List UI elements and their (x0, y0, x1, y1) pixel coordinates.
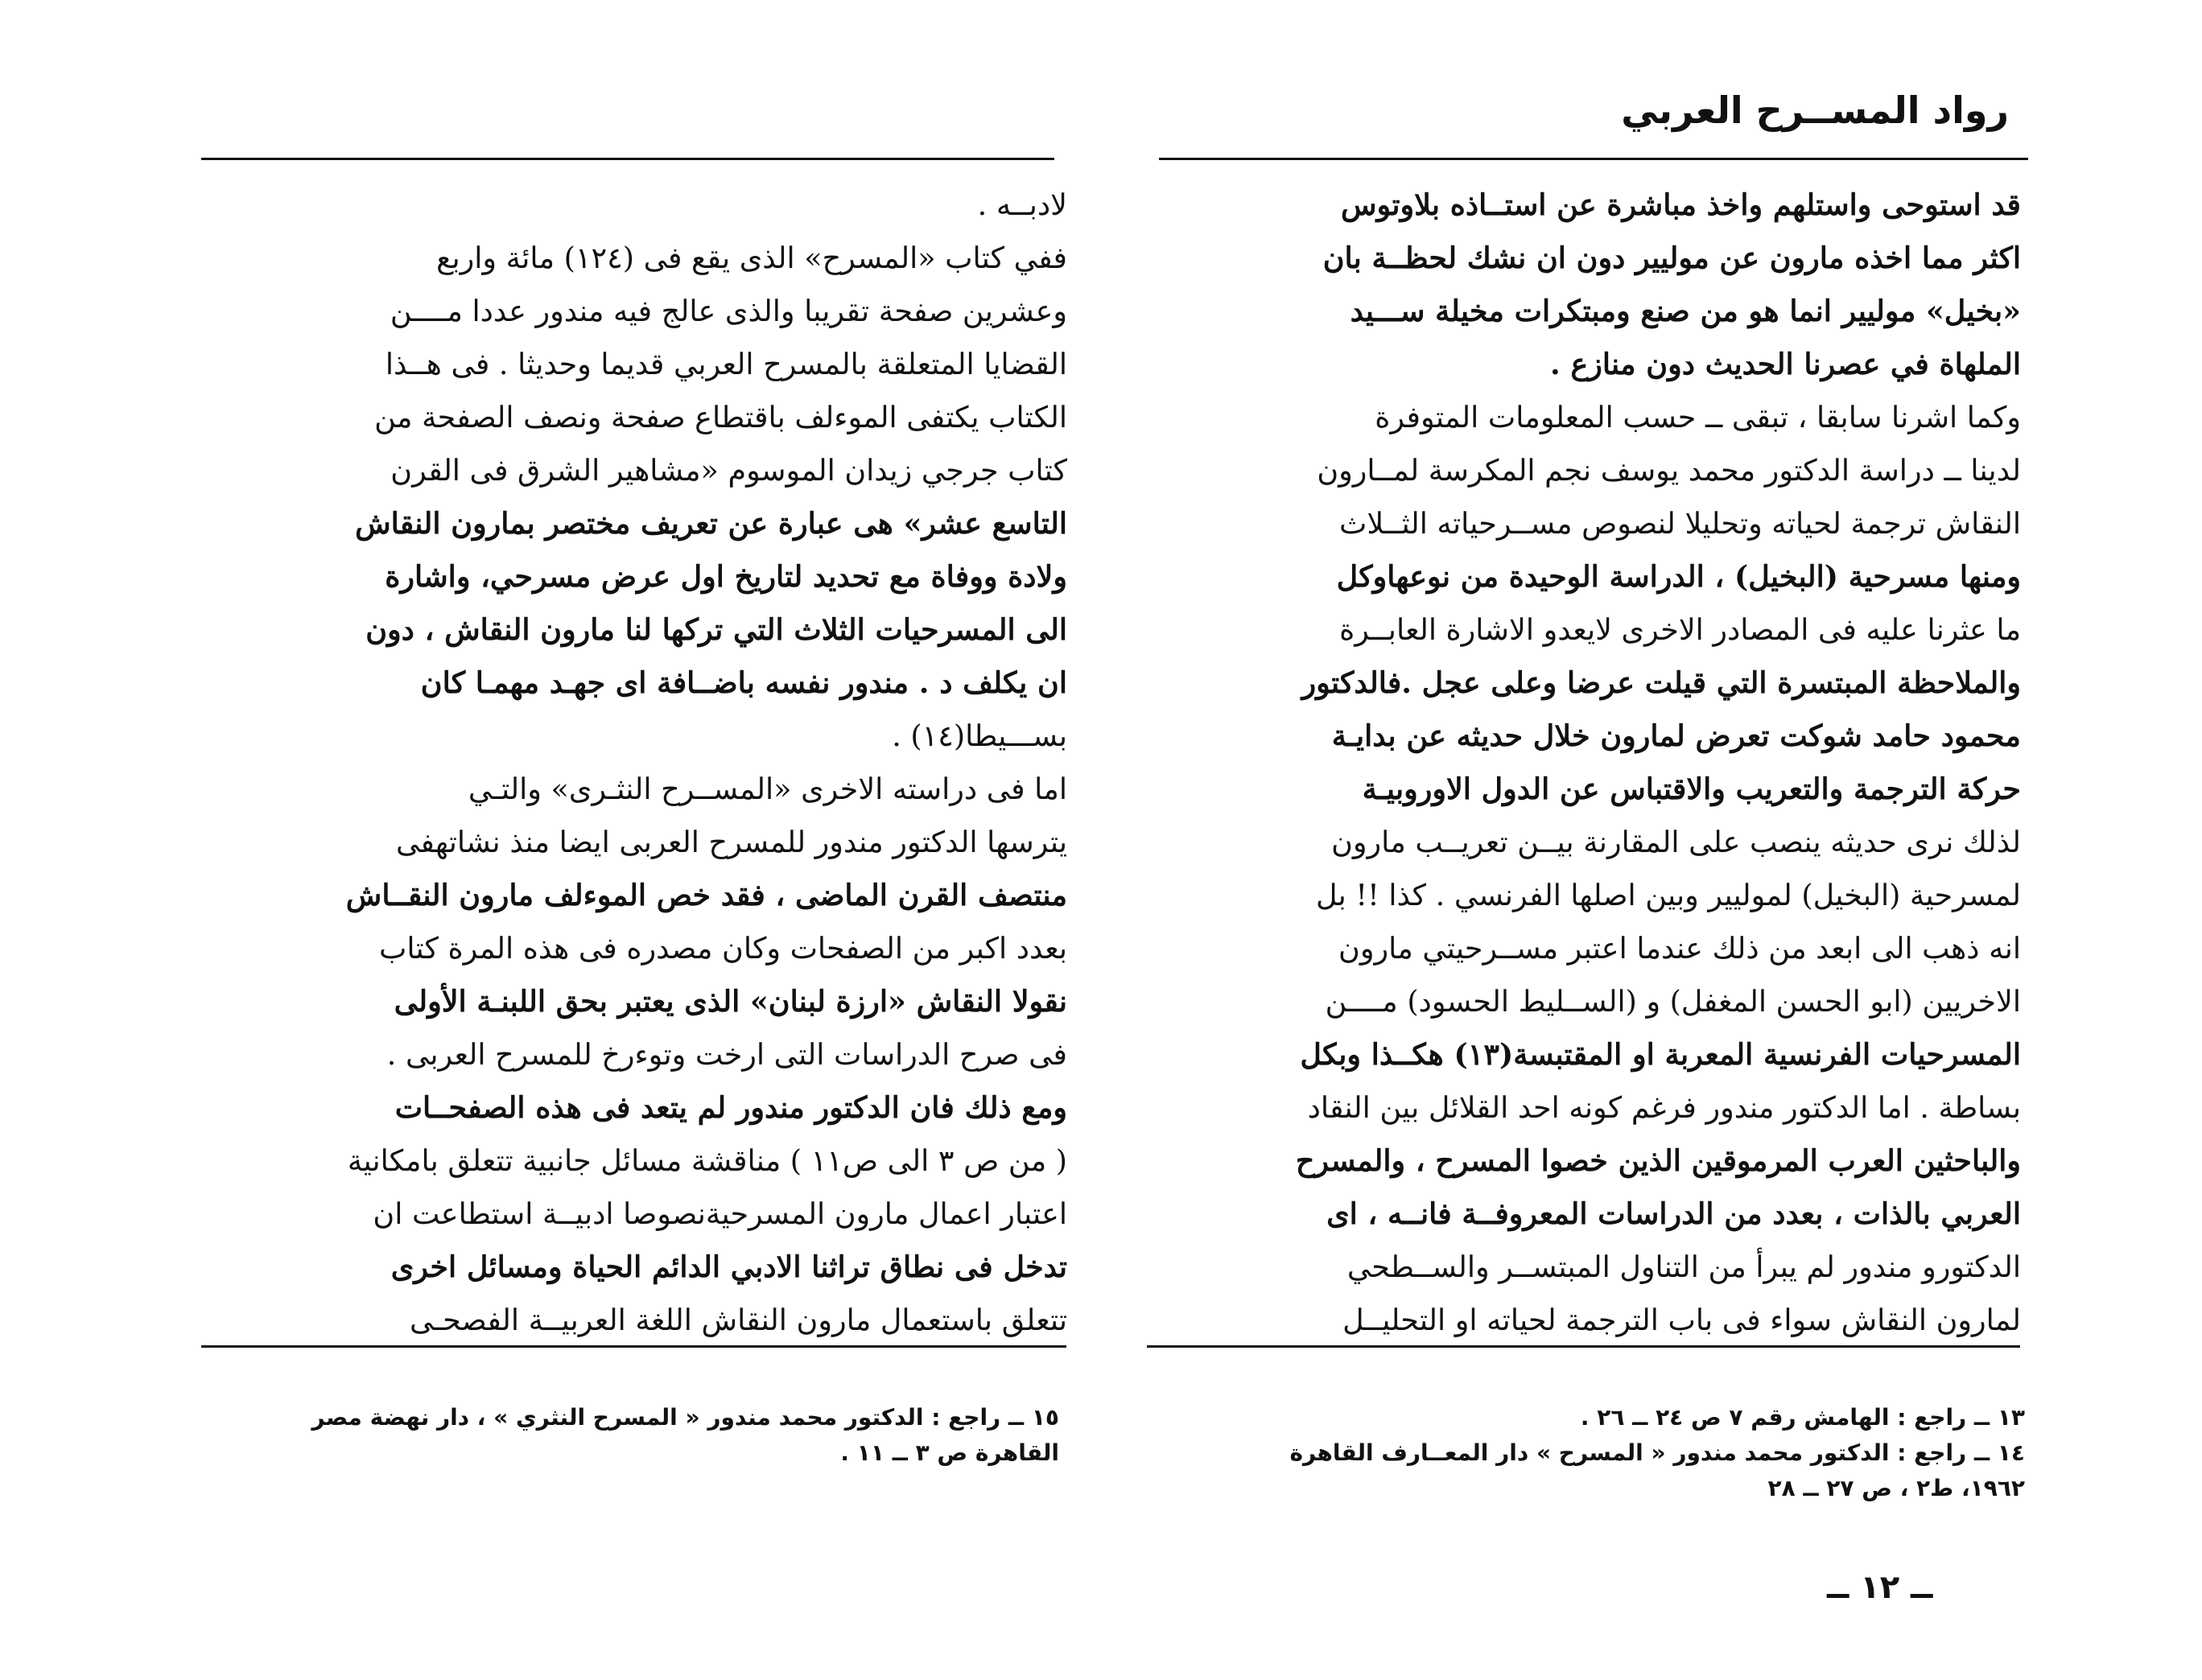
text-line: والباحثين العرب المرموقين الذين خصوا المسرح ، والمسرح (1295, 1143, 2021, 1178)
text-line: بســـيطا(١٤) . (892, 719, 1067, 753)
footnote-rule-right (1147, 1345, 2020, 1348)
text-column-left (193, 179, 1067, 1347)
text-line: الملهاة في عصرنا الحديث دون منازع . (1550, 347, 2021, 381)
text-line: محمود حامد شوكت تعرض لمارون خلال حديثه عن بدايـة (1331, 719, 2021, 753)
text-line: بعدد اكبر من الصفحات وكان مصدره فى هذه المرة كتاب (379, 931, 1067, 966)
text-line: «بخيل» موليير انما هو من صنع ومبتكرات مخيلة ســـيد (1350, 294, 2021, 328)
text-line: العربي بالذات ، بعدد من الدراسات المعروفــة فانــه ، اى (1326, 1196, 2021, 1231)
text-line: لذلك نرى حديثه ينصب على المقارنة بيــن تعريــب مارون (1331, 825, 2021, 859)
header-rule-left (201, 158, 1054, 160)
text-line: اكثر مما اخذه مارون عن موليير دون ان نشك لحظــة بان (1322, 241, 2021, 275)
text-line: الاخريين (ابو الحسن المغفل) و (الســليط الحسود) مــــن (1325, 984, 2021, 1019)
text-line: والملاحظة المبتسرة التي قيلت عرضا وعلى عجل .فالدكتور (1301, 665, 2021, 700)
text-line: بساطة . اما الدكتور مندور فرغم كونه احد القلائل بين النقاد (1307, 1090, 2021, 1125)
text-line: النقاش ترجمة لحياته وتحليلا لنصوص مســرحياته الثــلاث (1339, 506, 2021, 541)
text-line: اما فى دراسته الاخرى «المســرح النثـرى» والتـي (468, 772, 1067, 806)
footnotes-left (174, 1400, 1059, 1471)
text-line: المسرحيات الفرنسية المعربة او المقتبسة(١٣) هكــذا وبكل (1300, 1037, 2021, 1072)
footnote-line: ١٤ ــ راجع : الدكتور محمد مندور « المسرح » دار المعــارف القاهرة (1289, 1439, 2025, 1466)
text-line: وعشرين صفحة تقريبا والذى عالج فيه مندور عددا مــــن (390, 294, 1067, 328)
text-line: لادبــه . (977, 187, 1067, 222)
text-line: يترسها الدكتور مندور للمسرح العربى ايضا منذ نشاتهفى (396, 825, 1067, 859)
page-number: ــ ١٢ ــ (1827, 1569, 1933, 1606)
text-line: تدخل فى نطاق تراثنا الادبي الدائم الحياة ومسائل اخرى (390, 1250, 1067, 1284)
text-line: كتاب جرجي زيدان الموسوم «مشاهير الشرق فى القرن (390, 453, 1067, 488)
text-line: قد استوحى واستلهم واخذ مباشرة عن استــاذه بلاوتوس (1340, 187, 2021, 222)
footnote-rule-left (201, 1345, 1066, 1348)
text-line: فى صرح الدراسات التى ارخت وتوءرخ للمسرح العربى . (386, 1037, 1067, 1072)
text-column-right (1147, 179, 2021, 1347)
footnotes-right (1156, 1400, 2025, 1506)
text-line: الكتاب يكتفى الموءلف باقتطاع صفحة ونصف الصفحة من (374, 400, 1067, 434)
text-line: ما عثرنا عليه فى المصادر الاخرى لايعدو الاشارة العابــرة (1339, 612, 2021, 647)
text-line: منتصف القرن الماضى ، فقد خص الموءلف مارون النقــاش (345, 878, 1067, 912)
footnote-line: ١٣ ــ راجع : الهامش رقم ٧ ص ٢٤ ــ ٢٦ . (1580, 1404, 2025, 1431)
text-line: الدكتورو مندور لم يبرأ من التناول المبتســر والســطحي (1346, 1250, 2021, 1284)
footnote-line: القاهرة ص ٣ ــ ١١ . (840, 1439, 1059, 1466)
footnote-line: ١٩٦٢، ط٢ ، ص ٢٧ ــ ٢٨ (1767, 1475, 2025, 1501)
header-rule-right (1159, 158, 2028, 160)
text-line: لمارون النقاش سواء فى باب الترجمة لحياته او التحليــل (1342, 1303, 2021, 1337)
running-header: رواد المســرح العربي (1621, 89, 2009, 132)
footnote-line: ١٥ ــ راجع : الدكتور محمد مندور « المسرح النثري » ، دار نهضة مصر (311, 1404, 1059, 1431)
text-line: وكما اشرنا سابقا ، تبقى ــ حسب المعلومات المتوفرة (1375, 400, 2021, 434)
text-line: انه ذهب الى ابعد من ذلك عندما اعتبر مســرحيتي مارون (1338, 931, 2021, 966)
text-line: نقولا النقاش «ارزة لبنان» الذى يعتبر بحق اللبنـة الأولى (394, 984, 1067, 1019)
text-line: تتعلق باستعمال مارون النقاش اللغة العربيــة الفصحـى (409, 1303, 1067, 1337)
text-line: الى المسرحيات الثلاث التي تركها لنا مارون النقاش ، دون (365, 612, 1067, 647)
text-line: ومنها مسرحية (البخيل) ، الدراسة الوحيدة من نوعهاوكل (1336, 559, 2021, 594)
text-line: ومع ذلك فان الدكتور مندور لم يتعد فى هذه الصفحــات (394, 1090, 1067, 1125)
text-line: حركة الترجمة والتعريب والاقتباس عن الدول الاوروبيـة (1362, 772, 2021, 806)
text-line: لمسرحية (البخيل) لموليير وبين اصلها الفرنسي . كذا !! بل (1316, 878, 2021, 912)
text-line: ففي كتاب «المسرح» الذى يقع فى (١٢٤) مائة واربع (436, 241, 1067, 275)
text-line: ان يكلف د . مندور نفسه باضــافة اى جهـد مهمـا كان (420, 665, 1067, 700)
text-line: التاسع عشر» هى عبارة عن تعريف مختصر بمارون النقاش (355, 506, 1067, 541)
text-line: ( من ص ٣ الى ص١١ ) مناقشة مسائل جانبية تتعلق بامكانية (347, 1143, 1067, 1178)
text-line: القضايا المتعلقة بالمسرح العربي قديما وحديثا . فى هــذا (385, 347, 1067, 381)
text-line: اعتبار اعمال مارون المسرحيةنصوصا ادبيــة استطاعت ان (373, 1196, 1067, 1231)
text-line: ولادة ووفاة مع تحديد لتاريخ اول عرض مسرحي، واشارة (385, 559, 1067, 594)
text-line: لدينا ــ دراسة الدكتور محمد يوسف نجم المكرسة لمــارون (1317, 453, 2021, 488)
